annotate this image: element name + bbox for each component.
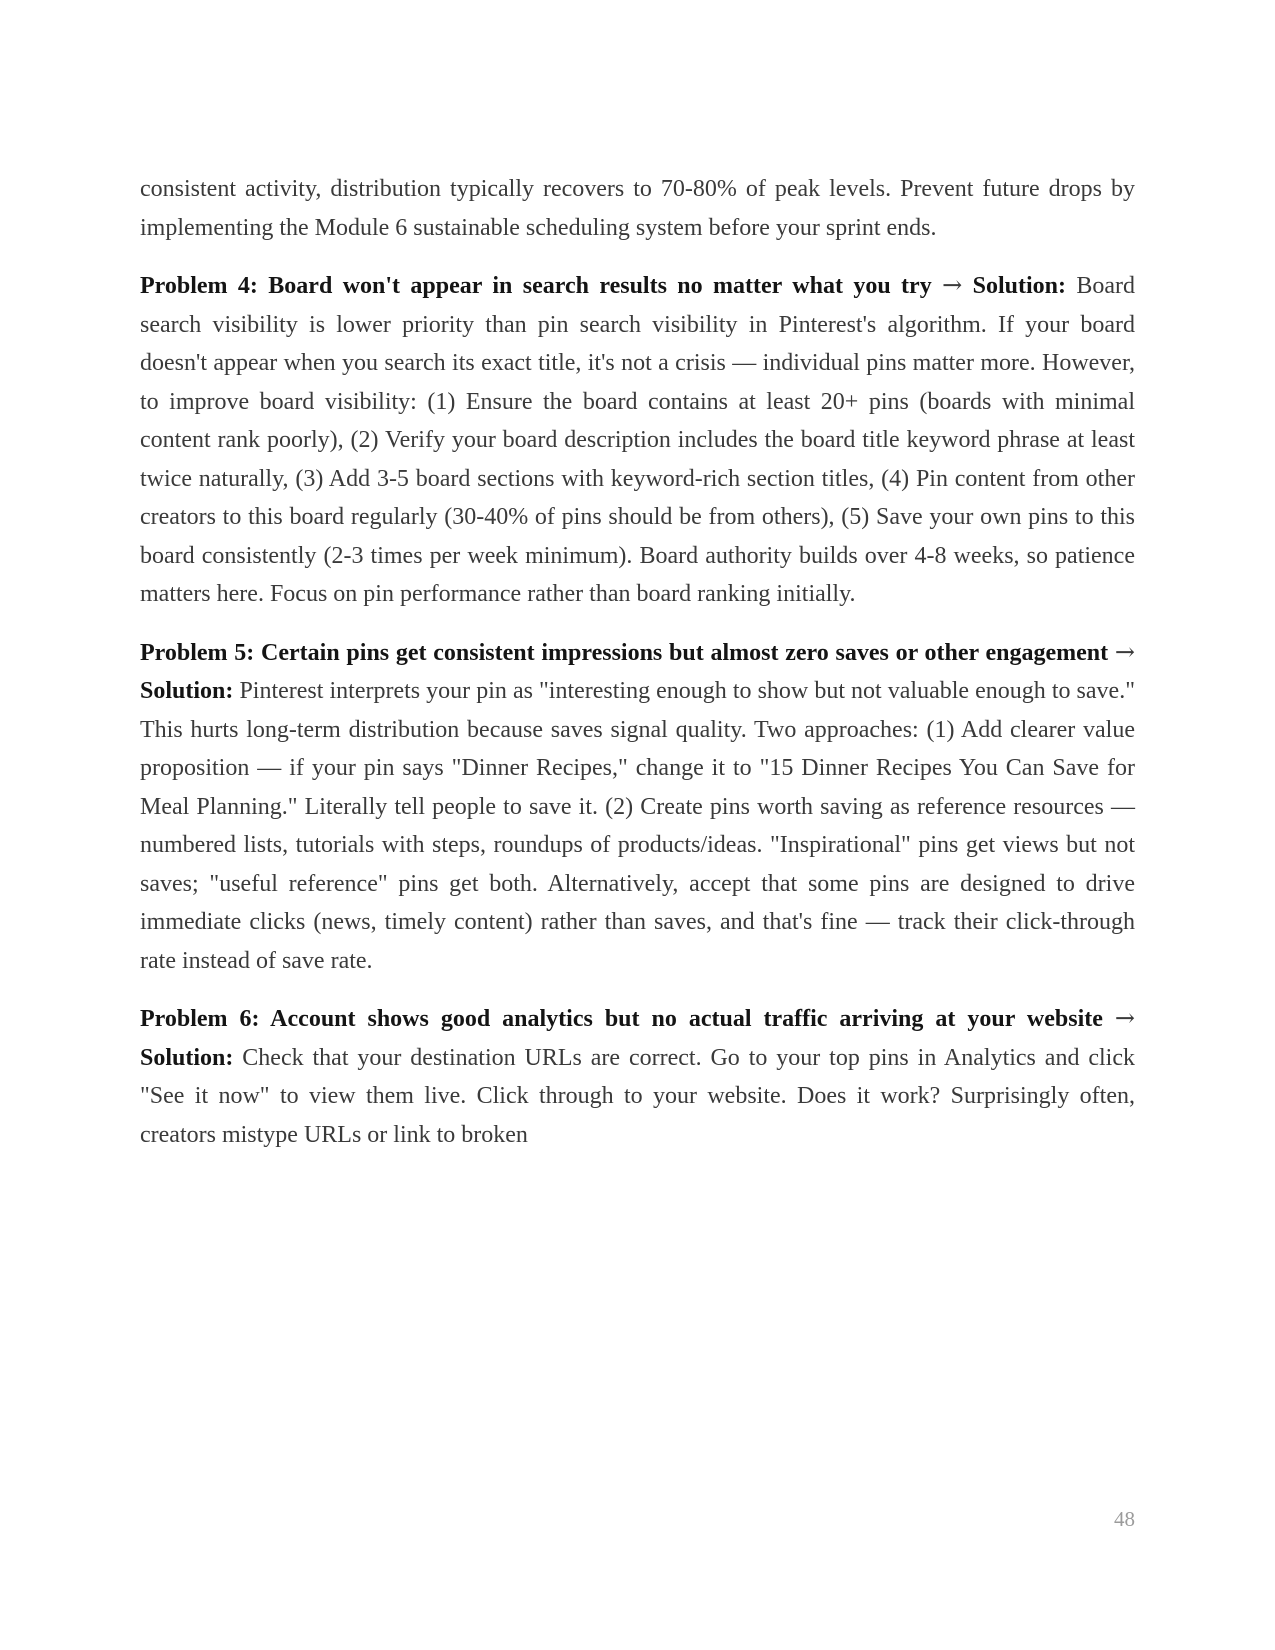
solution-body-text: Check that your destination URLs are correct. Go to your top pins in Analytics and click "See it now" to view them live. Click through to your website. Does it work? Surprisingly often, creators mistype URLs or link to broken [140,1044,1136,1148]
right-arrow-glyph: → [1114,1004,1136,1032]
page-text-block [140,170,1135,1173]
solution-label: Solution: [140,1044,234,1071]
problem-4-heading: Problem 4: Board won't appear in search results no matter what you try [140,273,932,299]
solution-body-text: Board search visibility is lower priority than pin search visibility in Pinterest's algorithm. If your board doesn't appear when you search its exact title, it's not a crisis — individual pins matter more. However, to improve board visibility: (1) Ensure the board contains at least 20+ pins (boards with minimal content rank poorly), (2) Verify your board description includes the board title keyword phrase at least twice naturally, (3) Add 3-5 board sections with keyword-rich section titles, (4) Pin content from other creators to this board regularly (30-40% of pins should be from others), (5) Save your own pins to this board consistently (2-3 times per week minimum). Board authority builds over 4-8 weeks, so patience matters here. Focus on pin performance rather than board ranking initially. [140,273,1136,607]
page-number: 48 [1114,1507,1135,1531]
right-arrow-glyph: → [942,271,963,299]
right-arrow-glyph: → [1114,637,1136,666]
problem-6-heading: Problem 6: Account shows good analytics but no actual traffic arriving at your website [140,1006,1103,1032]
paragraph-problem-5 [140,633,1135,981]
solution-label: Solution: [972,273,1066,299]
solution-label: Solution: [140,678,234,704]
problem-5-heading: Problem 5: Certain pins get consistent impressions but almost zero saves or other engagement [140,639,1109,666]
paragraph-continuation [140,170,1135,247]
paragraph-problem-6 [140,999,1135,1154]
solution-body-text: Pinterest interprets your pin as "interesting enough to show but not valuable enough to save." This hurts long-term distribution because saves signal quality. Two approaches: (1) Add clearer value proposition — if your pin says "Dinner Recipes," change it to "15 Dinner Recipes You Can Save for Meal Planning." Literally tell people to save it. (2) Create pins worth saving as reference resources — numbered lists, tutorials with steps, roundups of products/ideas. "Inspirational" pins get views but not saves; "useful reference" pins get both. Alternatively, accept that some pins are designed to drive immediate clicks (news, timely content) rather than saves, and that's fine — track their click-through rate instead of save rate. [140,678,1136,974]
paragraph-problem-4 [140,266,1135,614]
body-text: consistent activity, distribution typically recovers to 70-80% of peak levels. Prevent future drops by implementing the Module 6 sustainable scheduling system before your sprint ends. [140,176,1135,241]
